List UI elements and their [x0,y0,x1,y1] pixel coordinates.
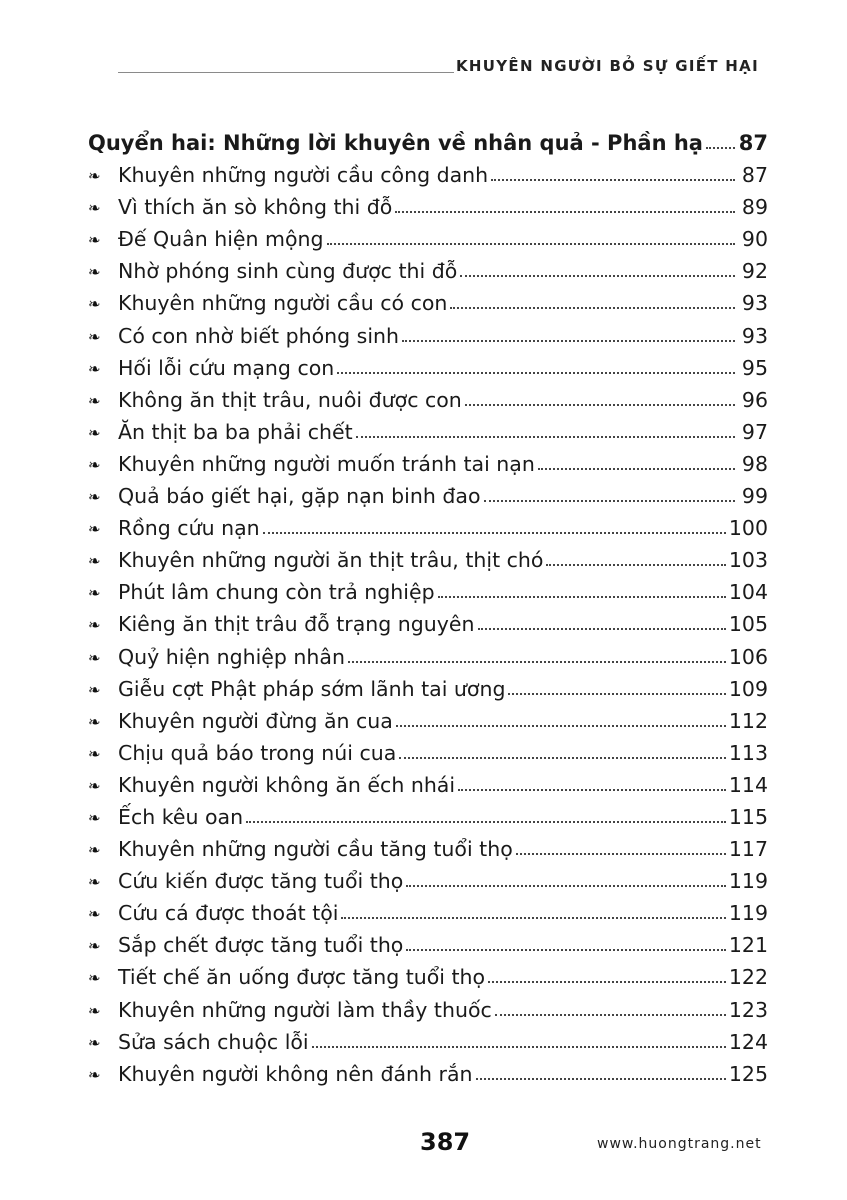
entry-title: Có con nhờ biết phóng sinh [118,323,400,348]
dot-leader [406,885,726,887]
entry-title: Kiêng ăn thịt trâu đỗ trạng nguyên [118,612,475,637]
fleuron-icon [88,811,118,829]
header-rule [118,72,454,73]
entry-title: Không ăn thịt trâu, nuôi được con [118,387,462,412]
dot-leader [312,1046,726,1048]
entry-page: 123 [728,997,768,1022]
fleuron-icon [88,1068,118,1086]
dot-leader [337,372,735,374]
toc-entry [88,797,768,829]
dot-leader [478,628,726,630]
entry-title: Tiết chế ăn uống được tăng tuổi thọ [118,965,486,990]
dot-leader [399,757,726,759]
entry-page: 89 [741,195,768,220]
entry-title: Rồng cứu nạn [118,516,260,541]
fleuron-icon [88,169,118,187]
fleuron-icon [88,971,118,989]
fleuron-icon [88,875,118,893]
entry-page: 114 [728,772,768,797]
entry-page: 95 [741,355,768,380]
entry-page: 109 [728,676,768,701]
entry-page: 105 [728,612,768,637]
toc-entry [88,540,768,572]
dot-leader [460,275,735,277]
toc-part-heading [88,118,768,155]
fleuron-icon [88,747,118,765]
entry-page: 93 [741,323,768,348]
dot-leader [706,147,735,149]
fleuron-icon [88,554,118,572]
entry-page: 122 [728,965,768,990]
entry-page: 119 [728,869,768,894]
fleuron-icon [88,458,118,476]
entry-title: Khuyên những người cầu có con [118,291,448,316]
entry-title: Khuyên những người cầu công danh [118,163,489,188]
toc-entry [88,315,768,347]
fleuron-icon [88,651,118,669]
toc-entry [88,444,768,476]
entry-page: 99 [741,484,768,509]
toc-entry [88,765,768,797]
entry-page: 125 [728,1061,768,1086]
fleuron-icon [88,586,118,604]
fleuron-icon [88,1004,118,1022]
fleuron-icon [88,939,118,957]
toc-entry [88,604,768,636]
entry-title: Khuyên người đừng ăn cua [118,708,393,733]
toc-entry [88,701,768,733]
fleuron-icon [88,843,118,861]
dot-leader [348,661,726,663]
entry-page: 113 [728,740,768,765]
fleuron-icon [88,362,118,380]
entry-page: 90 [741,227,768,252]
dot-leader [465,404,735,406]
entry-page: 97 [741,419,768,444]
entry-page: 115 [728,804,768,829]
toc-entry [88,572,768,604]
fleuron-icon [88,490,118,508]
entry-title: Khuyên những người làm thầy thuốc [118,997,492,1022]
toc-entry [88,893,768,925]
dot-leader [402,340,735,342]
entry-title: Cứu cá được thoát tội [118,901,339,926]
toc-entry [88,636,768,668]
entry-page: 119 [728,901,768,926]
dot-leader [491,179,735,181]
dot-leader [450,307,735,309]
dot-leader [488,981,726,983]
entry-title: Vì thích ăn sò không thi đỗ [118,195,393,220]
fleuron-icon [88,394,118,412]
toc-entry [88,219,768,251]
entry-page: 121 [728,933,768,958]
entry-page: 117 [728,837,768,862]
entry-title: Quỷ hiện nghiệp nhân [118,644,345,669]
fleuron-icon [88,330,118,348]
fleuron-icon [88,522,118,540]
fleuron-icon [88,907,118,925]
toc-entry [88,380,768,412]
entry-title: Hối lỗi cứu mạng con [118,355,335,380]
toc-entry [88,476,768,508]
entry-title: Giễu cợt Phật pháp sớm lãnh tai ương [118,676,506,701]
dot-leader [476,1078,726,1080]
fleuron-icon [88,683,118,701]
entry-title: Ếch kêu oan [118,804,244,829]
dot-leader [395,211,735,213]
dot-leader [484,500,736,502]
fleuron-icon [88,1036,118,1054]
entry-title: Quả báo giết hại, gặp nạn binh đao [118,484,481,509]
entry-title: Phút lâm chung còn trả nghiệp [118,580,435,605]
entry-page: 112 [728,708,768,733]
toc-entry [88,925,768,957]
dot-leader [246,821,726,823]
dot-leader [341,917,725,919]
fleuron-icon [88,618,118,636]
entry-title: Đế Quân hiện mộng [118,227,324,252]
entry-title: Chịu quả báo trong núi cua [118,740,397,765]
toc-entry [88,861,768,893]
toc-entry [88,733,768,765]
fleuron-icon [88,779,118,797]
entry-page: 106 [728,644,768,669]
entry-page: 124 [728,1029,768,1054]
toc-entry [88,412,768,444]
entry-title: Khuyên những người cầu tăng tuổi thọ [118,837,513,862]
entry-page: 103 [728,548,768,573]
toc-entry [88,348,768,380]
fleuron-icon [88,715,118,733]
dot-leader [458,789,726,791]
toc-entry [88,187,768,219]
page-number: 387 [420,1128,471,1156]
part-page: 87 [738,131,768,155]
fleuron-icon [88,426,118,444]
entry-page: 87 [741,163,768,188]
entry-title: Sửa sách chuộc lỗi [118,1029,309,1054]
toc-entry [88,829,768,861]
dot-leader [538,468,735,470]
entry-page: 100 [728,516,768,541]
entry-title: Khuyên những người muốn tránh tai nạn [118,451,535,476]
entry-title: Cứu kiến được tăng tuổi thọ [118,869,404,894]
toc-entry [88,957,768,989]
fleuron-icon [88,233,118,251]
toc-entry [88,508,768,540]
dot-leader [495,1014,726,1016]
toc-entry [88,155,768,187]
toc-entry [88,1054,768,1086]
toc-entry [88,989,768,1021]
toc-entry [88,1022,768,1054]
entry-title: Ăn thịt ba ba phải chết [118,419,353,444]
fleuron-icon [88,297,118,315]
entry-title: Khuyên những người ăn thịt trâu, thịt chó [118,548,544,573]
website: www.huongtrang.net [597,1136,762,1152]
dot-leader [546,564,725,566]
part-title: Quyển hai: Những lời khuyên về nhân quả - Phần hạ [88,131,703,155]
entry-page: 96 [741,387,768,412]
toc-entry [88,251,768,283]
entry-page: 98 [741,451,768,476]
entry-title: Khuyên người không ăn ếch nhái [118,772,456,797]
dot-leader [508,693,725,695]
entry-title: Khuyên người không nên đánh rắn [118,1061,473,1086]
toc-entry [88,669,768,701]
running-head: KHUYÊN NGƯỜI BỎ SỰ GIẾT HẠI [456,57,759,75]
fleuron-icon [88,265,118,283]
dot-leader [406,949,726,951]
entry-page: 104 [728,580,768,605]
dot-leader [516,853,726,855]
dot-leader [356,436,735,438]
entry-title: Nhờ phóng sinh cùng được thi đỗ [118,259,458,284]
entry-page: 92 [741,259,768,284]
fleuron-icon [88,201,118,219]
dot-leader [263,532,726,534]
dot-leader [396,725,726,727]
entry-title: Sắp chết được tăng tuổi thọ [118,933,404,958]
entry-page: 93 [741,291,768,316]
toc-entry [88,283,768,315]
dot-leader [438,596,726,598]
dot-leader [327,243,735,245]
table-of-contents [88,118,768,1086]
